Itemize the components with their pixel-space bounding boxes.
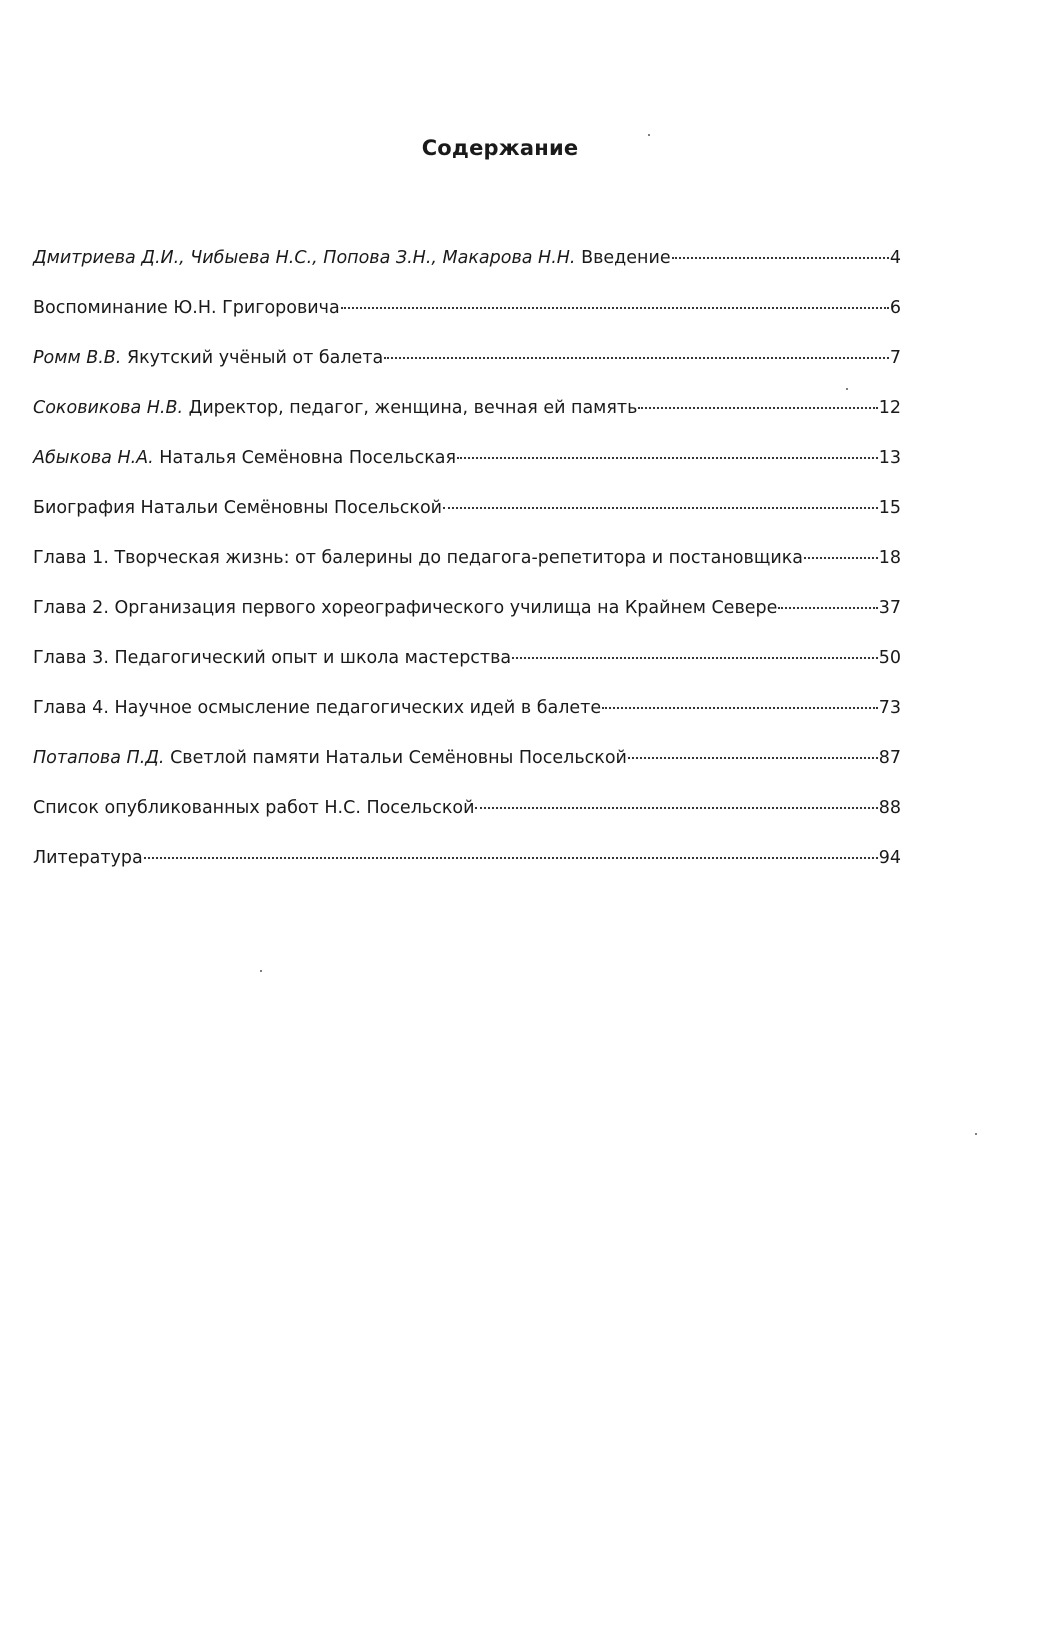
toc-entry	[33, 296, 901, 321]
toc-dot-leader	[475, 806, 877, 809]
toc-dot-leader	[144, 856, 878, 859]
toc-dot-leader	[804, 556, 878, 559]
toc-entry-text	[33, 296, 340, 321]
toc-entry	[33, 646, 901, 671]
toc-page-number: 12	[878, 398, 901, 418]
scan-speck	[975, 1133, 977, 1135]
toc-page-number: 13	[878, 448, 901, 468]
toc-entry-text	[33, 846, 143, 871]
toc-entry-text	[33, 596, 777, 621]
toc-entry-title: Воспоминание Ю.Н. Григоровича	[33, 298, 340, 318]
scan-speck	[846, 388, 848, 390]
toc-entry	[33, 246, 901, 271]
toc-entry	[33, 546, 901, 571]
toc-entry	[33, 596, 901, 621]
toc-entry-text	[33, 546, 803, 571]
toc-page-number: 87	[878, 748, 901, 768]
page-title: Содержание	[421, 136, 579, 160]
toc-entry-author: Потапова П.Д.	[33, 748, 165, 768]
toc-entry-author: Дмитриева Д.И., Чибыева Н.С., Попова З.Н., Макарова Н.Н.	[33, 248, 576, 268]
scan-speck	[648, 134, 650, 136]
scan-speck	[260, 970, 262, 972]
toc-entry-title: Глава 3. Педагогический опыт и школа мастерства	[33, 648, 512, 668]
toc-dot-leader	[638, 406, 877, 409]
toc-entry-author: Абыкова Н.А.	[33, 448, 154, 468]
toc-page-number: 4	[889, 248, 901, 268]
toc-page-number: 7	[889, 348, 901, 368]
toc-entry	[33, 396, 901, 421]
toc-entry-title: Глава 1. Творческая жизнь: от балерины до педагога-репетитора и постановщика	[33, 548, 803, 568]
toc-entry	[33, 446, 901, 471]
toc-dot-leader	[457, 456, 878, 459]
toc-page-number: 6	[889, 298, 901, 318]
toc-entry	[33, 496, 901, 521]
toc-entry	[33, 846, 901, 871]
toc-entry	[33, 346, 901, 371]
toc-dot-leader	[778, 606, 877, 609]
toc-entry-text	[33, 746, 627, 771]
toc-page-number: 50	[878, 648, 901, 668]
table-of-contents	[33, 246, 901, 896]
toc-entry-text	[33, 696, 601, 721]
toc-entry-author: Соковикова Н.В.	[33, 398, 184, 418]
toc-dot-leader	[602, 706, 878, 709]
toc-page-number: 18	[878, 548, 901, 568]
toc-entry-title: Биография Натальи Семёновны Посельской	[33, 498, 443, 518]
toc-entry-author: Ромм В.В.	[33, 348, 122, 368]
toc-entry-text	[33, 496, 442, 521]
toc-entry-title: Глава 2. Организация первого хореографического училища на Крайнем Севере	[33, 598, 778, 618]
toc-entry-title: Введение	[581, 248, 671, 268]
toc-entry	[33, 696, 901, 721]
toc-entry-text	[33, 246, 671, 271]
toc-page-number: 88	[878, 798, 901, 818]
toc-page-number: 15	[878, 498, 901, 518]
toc-page-number: 37	[878, 598, 901, 618]
toc-entry-text	[33, 396, 637, 421]
toc-entry-title: Литература	[33, 848, 143, 868]
toc-entry	[33, 796, 901, 821]
toc-entry-text	[33, 796, 474, 821]
toc-entry-title: Директор, педагог, женщина, вечная ей память	[188, 398, 638, 418]
toc-entry-title: Светлой памяти Натальи Семёновны Посельской	[170, 748, 627, 768]
toc-dot-leader	[341, 306, 889, 309]
toc-page-number: 73	[878, 698, 901, 718]
toc-page-number: 94	[878, 848, 901, 868]
toc-entry-title: Якутский учёный от балета	[126, 348, 384, 368]
toc-entry-text	[33, 646, 511, 671]
toc-entry-title: Наталья Семёновна Посельская	[159, 448, 457, 468]
toc-dot-leader	[512, 656, 878, 659]
toc-dot-leader	[628, 756, 878, 759]
toc-dot-leader	[672, 256, 889, 259]
toc-dot-leader	[384, 356, 889, 359]
toc-entry-text	[33, 346, 383, 371]
toc-entry-title: Глава 4. Научное осмысление педагогических идей в балете	[33, 698, 602, 718]
toc-dot-leader	[443, 506, 878, 509]
toc-entry-title: Список опубликованных работ Н.С. Посельской	[33, 798, 475, 818]
toc-entry-text	[33, 446, 456, 471]
toc-entry	[33, 746, 901, 771]
